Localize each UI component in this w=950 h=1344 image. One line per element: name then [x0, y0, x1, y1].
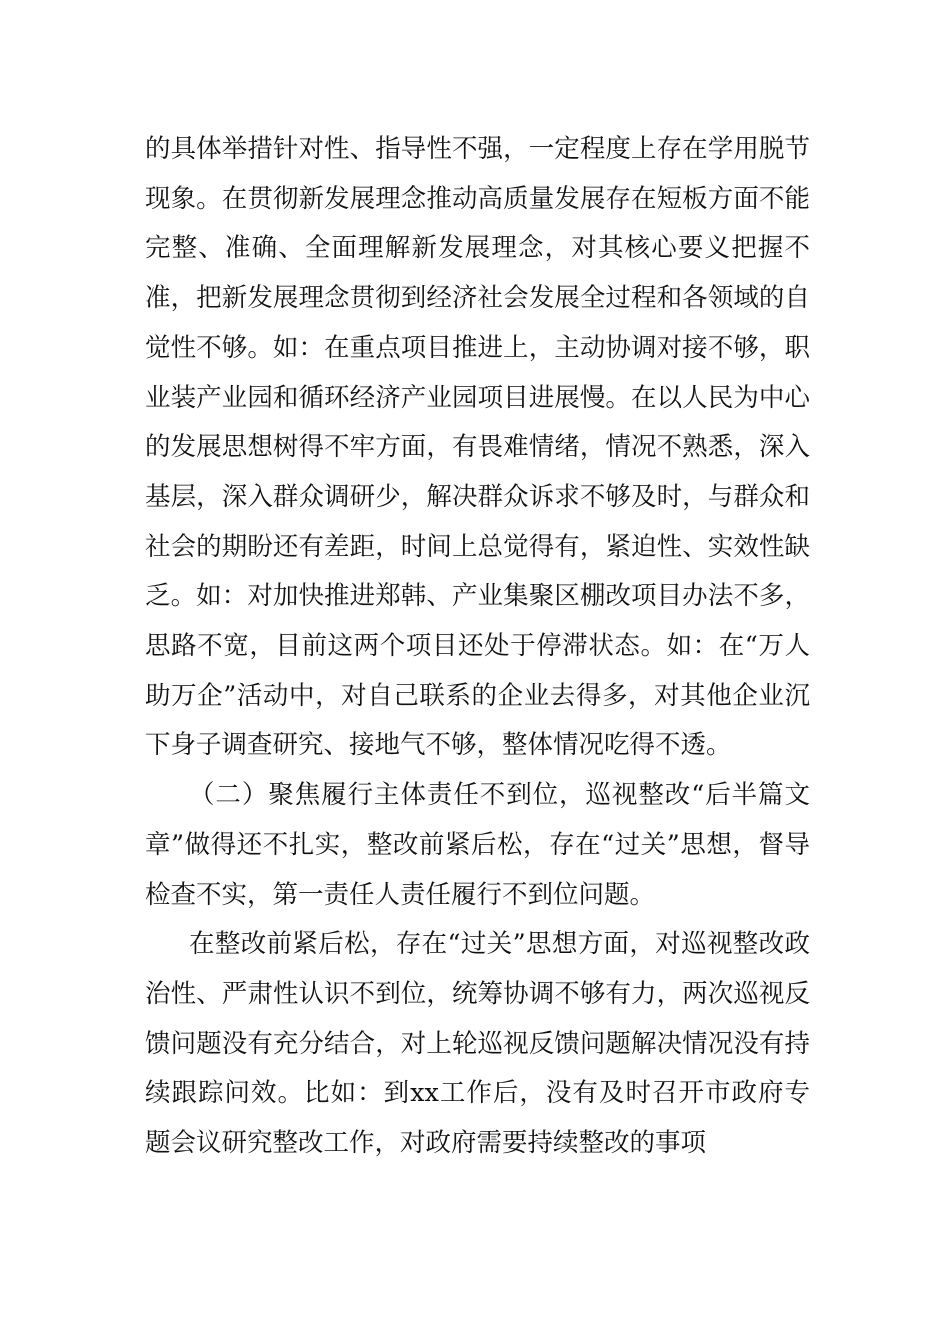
document-page	[145, 125, 810, 1169]
body-paragraph-3: 在整改前紧后松，存在“过关”思想方面，对巡视整改政治性、严肃性认识不到位，统筹协调不够有力，两次巡视反馈问题没有充分结合，对上轮巡视反馈问题解决情况没有持续跟踪问效。比如：到xx工作后，没有及时召开市政府专题会议研究整改工作，对政府需要持续整改的事项	[145, 929, 810, 1159]
section-heading-paragraph: （二）聚焦履行主体责任不到位，巡视整改“后半篇文章”做得还不扎实，整改前紧后松，存在“过关”思想，督导检查不实，第一责任人责任履行不到位问题。	[145, 780, 810, 910]
body-paragraph-1: 的具体举措针对性、指导性不强，一定程度上存在学用脱节现象。在贯彻新发展理念推动高质量发展存在短板方面不能完整、准确、全面理解新发展理念，对其核心要义把握不准，把新发展理念贯彻到经济社会发展全过程和各领域的自觉性不够。如：在重点项目推进上，主动协调对接不够，职业装产业园和循环经济产业园项目进展慢。在以人民为中心的发展思想树得不牢方面，有畏难情绪，情况不熟悉，深入基层，深入群众调研少，解决群众诉求不够及时，与群众和社会的期盼还有差距，时间上总觉得有，紧迫性、实效性缺乏。如：对加快推进郑韩、产业集聚区棚改项目办法不多，思路不宽，目前这两个项目还处于停滞状态。如：在“万人助万企”活动中，对自己联系的企业去得多，对其他企业沉下身子调查研究、接地气不够，整体情况吃得不透。	[145, 134, 810, 761]
